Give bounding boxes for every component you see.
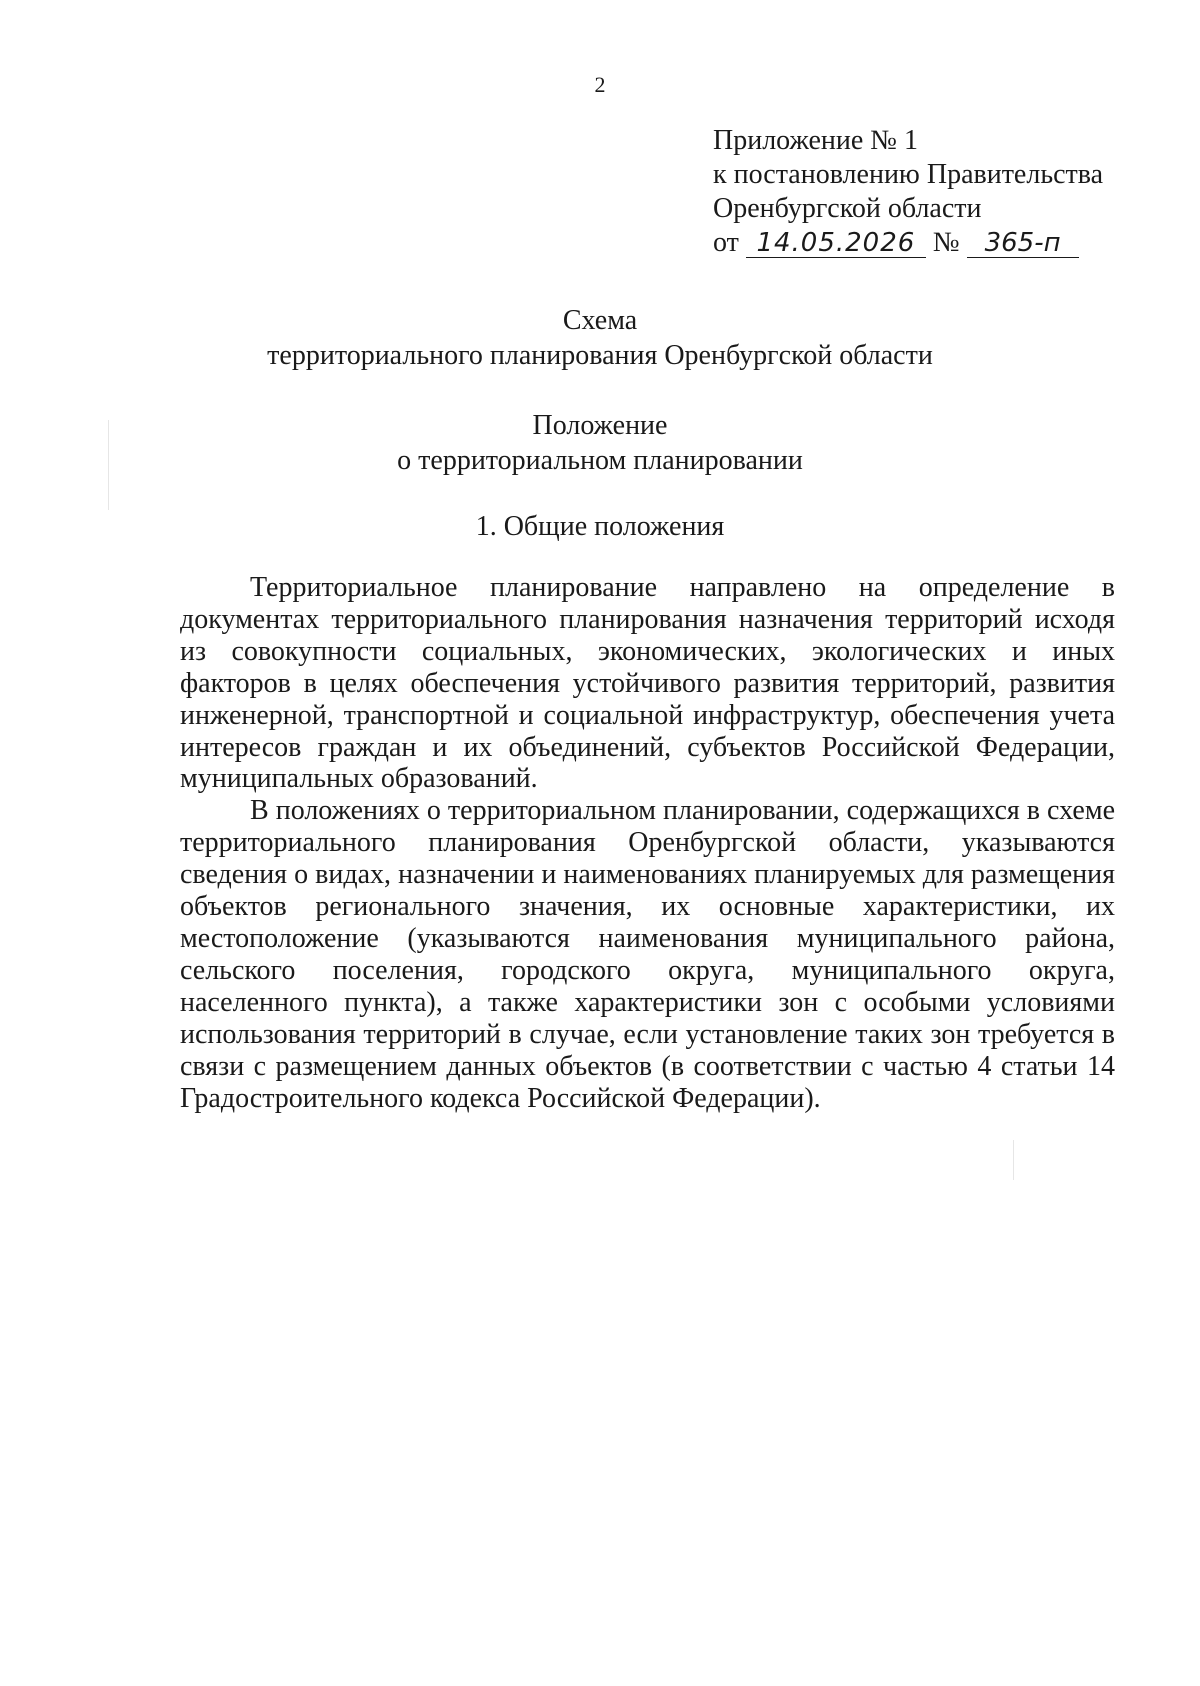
section-heading: 1. Общие положения [475, 511, 725, 542]
subtitle-line-2: о территориальном планировании [397, 445, 803, 476]
appendix-line-3: Оренбургской области [713, 193, 982, 224]
page-number: 2 [594, 72, 606, 97]
number-prefix: № [932, 227, 960, 258]
date-prefix: от [713, 227, 739, 258]
appendix-date-line [713, 226, 1103, 260]
document-title [0, 303, 1200, 373]
handwritten-date: 14.05.2026 [746, 229, 926, 258]
handwritten-number: 365-п [967, 229, 1079, 258]
body-text [180, 572, 1115, 1114]
scan-artifact [1013, 1140, 1014, 1180]
appendix-block [713, 124, 1103, 260]
appendix-line-1: Приложение № 1 [713, 125, 918, 156]
appendix-line-2: к постановлению Правительства [713, 159, 1104, 190]
subtitle-line-1: Положение [532, 410, 668, 441]
scan-artifact [108, 420, 109, 510]
document-subtitle [0, 408, 1200, 478]
paragraph-2: В положениях о территориальном планировании, содержащихся в схеме территориального планирования Оренбургской области, указываются сведения о видах, назначении и наименованиях планируемых для размещения объектов регионального значения, их основные характеристики, их местоположение (указываются наименования муниципального района, сельского поселения, городского округа, муниципального округа, населенного пункта), а также характеристики зон с особыми условиями использования территорий в случае, если установление таких зон требуется в связи с размещением данных объектов (в соответствии с частью 4 статьи 14 Градостроительного кодекса Российской Федерации). [180, 795, 1115, 1114]
paragraph-1: Территориальное планирование направлено на определение в документах территориального планирования назначения территорий исходя из совокупности социальных, экономических, экологических и иных факторов в целях обеспечения устойчивого развития территорий, развития инженерной, транспортной и социальной инфраструктур, обеспечения учета интересов граждан и их объединений, субъектов Российской Федерации, муниципальных образований. [180, 572, 1115, 795]
title-line-2: территориального планирования Оренбургской области [267, 340, 933, 371]
title-line-1: Схема [562, 305, 638, 336]
